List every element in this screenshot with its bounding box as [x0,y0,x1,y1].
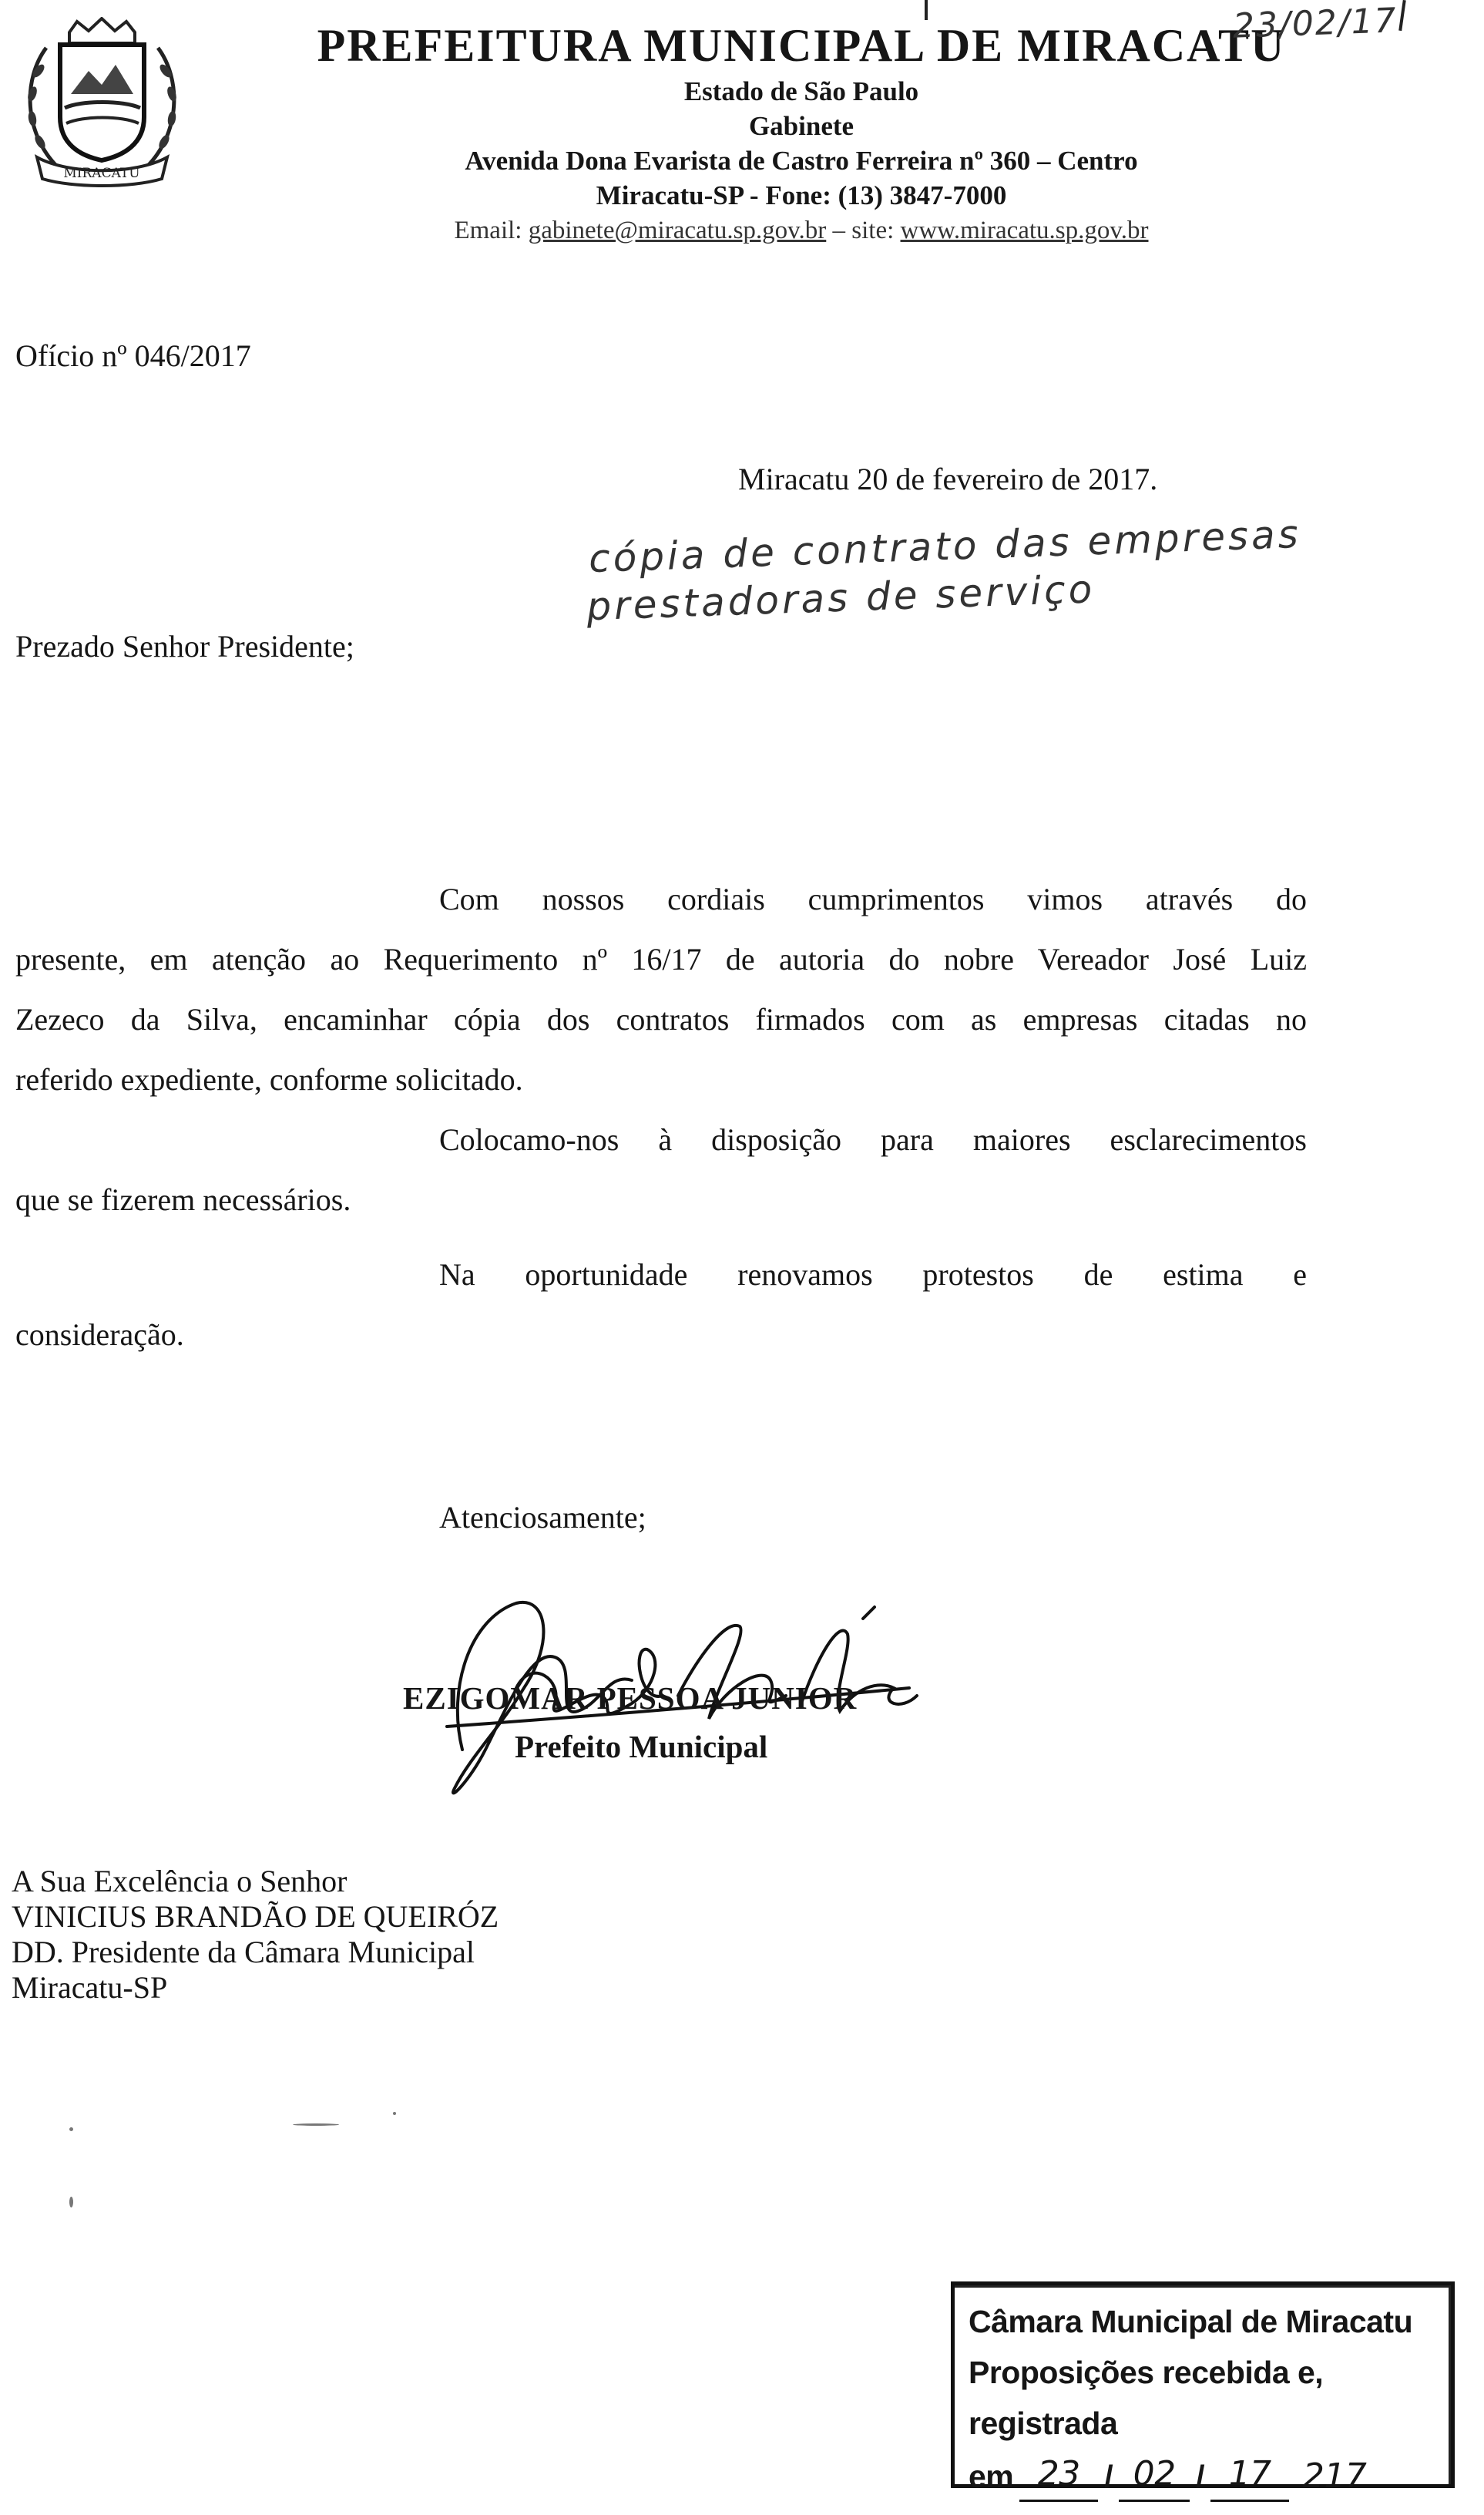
paragraph-1 [15,869,1307,1110]
letterhead-state: Estado de São Paulo [683,76,919,106]
scan-speck [69,2197,73,2207]
letterhead-title: PREFEITURA MUNICIPAL DE MIRACATU [317,20,1286,71]
recipient-city: Miracatu-SP [12,1970,168,2005]
scan-speck [293,2123,339,2126]
paragraph-1-line-1: Com nossos cordiais cumprimentos vimos através do [439,882,1307,916]
stamp-registration-number: 217 [1302,2456,1367,2496]
oficio-reference: Ofício nº 046/2017 [15,338,251,373]
site-link[interactable]: www.miracatu.sp.gov.br [900,217,1149,244]
stamp-line-2: Proposições recebida e, registrada [969,2355,1324,2441]
handwritten-note-line1: cópia de contrato das empresas [588,511,1302,582]
paragraph-1-line-3: Zezeco da Silva, encaminhar cópia dos contratos firmados com as empresas citadas no [15,1002,1307,1037]
letterhead [231,17,1372,248]
closing: Atenciosamente; [439,1500,646,1535]
stamp-date-day: 23 [1019,2449,1098,2502]
letterhead-city-phone: Miracatu-SP - Fone: (13) 3847-7000 [596,180,1007,210]
receipt-stamp [951,2281,1455,2496]
stamp-date-month: 02 [1119,2449,1190,2502]
handwritten-mark [1398,0,1406,31]
signatory-name: EZIGOMAR PESSOA JUNIOR [403,1680,858,1716]
recipient-line-1: A Sua Excelência o Senhor [12,1864,347,1898]
paragraph-1-line-2: presente, em atenção ao Requerimento nº 16/17 de autoria do nobre Vereador José Luiz [15,942,1307,977]
site-label: – site: [826,217,901,244]
municipal-coat-of-arms-icon [15,17,189,190]
letterhead-address: Avenida Dona Evarista de Castro Ferreira nº 360 – Centro [465,146,1138,176]
email-link[interactable]: gabinete@miracatu.sp.gov.br [528,217,827,244]
top-right-handwritten-date: 23/02/17 [1232,1,1398,46]
stamp-em-label: em [969,2459,1014,2494]
signatory-title: Prefeito Municipal [515,1729,768,1764]
paragraph-3-line-2: consideração. [15,1317,184,1352]
paragraph-2-line-2: que se fizerem necessários. [15,1182,351,1217]
scan-speck [69,2127,73,2131]
handwritten-note [588,510,1304,630]
paragraph-3-line-1: Na oportunidade renovamos protestos de estima e [439,1257,1307,1292]
recipient-position: DD. Presidente da Câmara Municipal [12,1935,475,1969]
date-line: Miracatu 20 de fevereiro de 2017. [738,462,1158,496]
paragraph-1-line-4: referido expediente, conforme solicitado. [15,1062,523,1097]
handwritten-note-line2: prestadoras de serviço [586,567,1096,630]
paragraph-2 [15,1110,1307,1230]
stamp-date-year: 17 [1210,2449,1289,2502]
letterhead-department: Gabinete [748,111,854,141]
paragraph-2-line-1: Colocamo-nos à disposição para maiores esclarecimentos [439,1122,1307,1157]
stamp-line-1: Câmara Municipal de Miracatu [969,2304,1413,2339]
letterhead-contact [231,213,1372,248]
email-label: Email: [454,217,529,244]
recipient-block [12,1864,499,2006]
scan-mark [925,0,928,20]
recipient-name: VINICIUS BRANDÃO DE QUEIRÓZ [12,1899,499,1934]
salutation: Prezado Senhor Presidente; [15,629,354,664]
paragraph-3 [15,1245,1307,1365]
stamp-date-row: em 23 / 02 / 17 217 [969,2449,1442,2502]
scan-speck [393,2112,396,2115]
crest-banner-text: MIRACATU [63,166,140,181]
